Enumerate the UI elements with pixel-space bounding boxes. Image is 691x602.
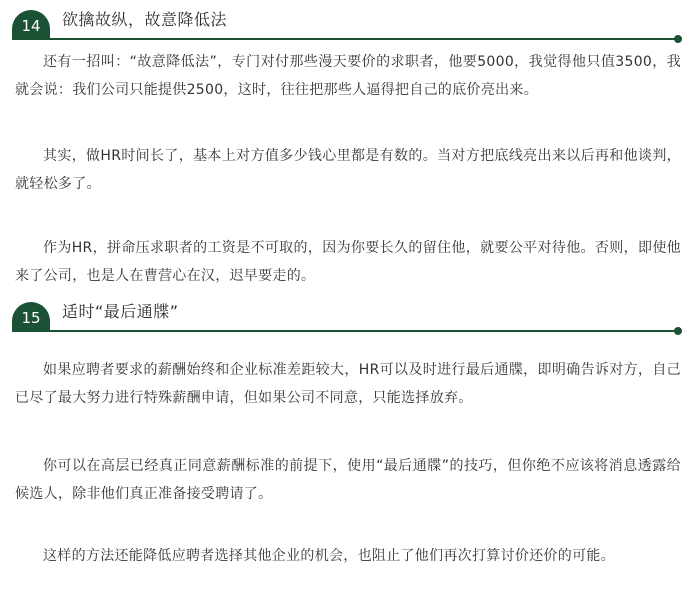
section-divider-line — [12, 38, 678, 40]
section-number-badge: 14 — [12, 10, 50, 40]
section-14-header — [0, 4, 691, 40]
paragraph: 其实，做HR时间长了，基本上对方值多少钱心里都是有数的。当对方把底线亮出来以后再和他谈判，就轻松多了。 — [15, 148, 681, 192]
divider-end-dot — [674, 327, 682, 335]
divider-end-dot — [674, 35, 682, 43]
paragraph: 你可以在高层已经真正同意薪酬标准的前提下，使用“最后通牒”的技巧，但你绝不应该将消息透露给候选人，除非他们真正准备接受聘请了。 — [15, 458, 681, 502]
paragraph: 这样的方法还能降低应聘者选择其他企业的机会，也阻止了他们再次打算讨价还价的可能。 — [43, 548, 615, 564]
paragraph: 还有一招叫：“故意降低法”，专门对付那些漫天要价的求职者，他要5000，我觉得他只值3500，我就会说：我们公司只能提供2500，这时，往往把那些人逼得把自己的底价亮出来。 — [15, 54, 681, 98]
section-number-badge: 15 — [12, 302, 50, 332]
section-divider-line — [12, 330, 678, 332]
section-title: 欲擒故纵，故意降低法 — [62, 10, 228, 29]
paragraph: 作为HR，拼命压求职者的工资是不可取的，因为你要长久的留住他，就要公平对待他。否则，即使他来了公司，也是人在曹营心在汉，迟早要走的。 — [15, 240, 681, 284]
paragraph: 如果应聘者要求的薪酬始终和企业标准差距较大，HR可以及时进行最后通牒，即明确告诉对方，自己已尽了最大努力进行特殊薪酬申请，但如果公司不同意，只能选择放弃。 — [15, 362, 681, 406]
section-title: 适时“最后通牒” — [62, 302, 179, 321]
section-15-header — [0, 296, 691, 332]
